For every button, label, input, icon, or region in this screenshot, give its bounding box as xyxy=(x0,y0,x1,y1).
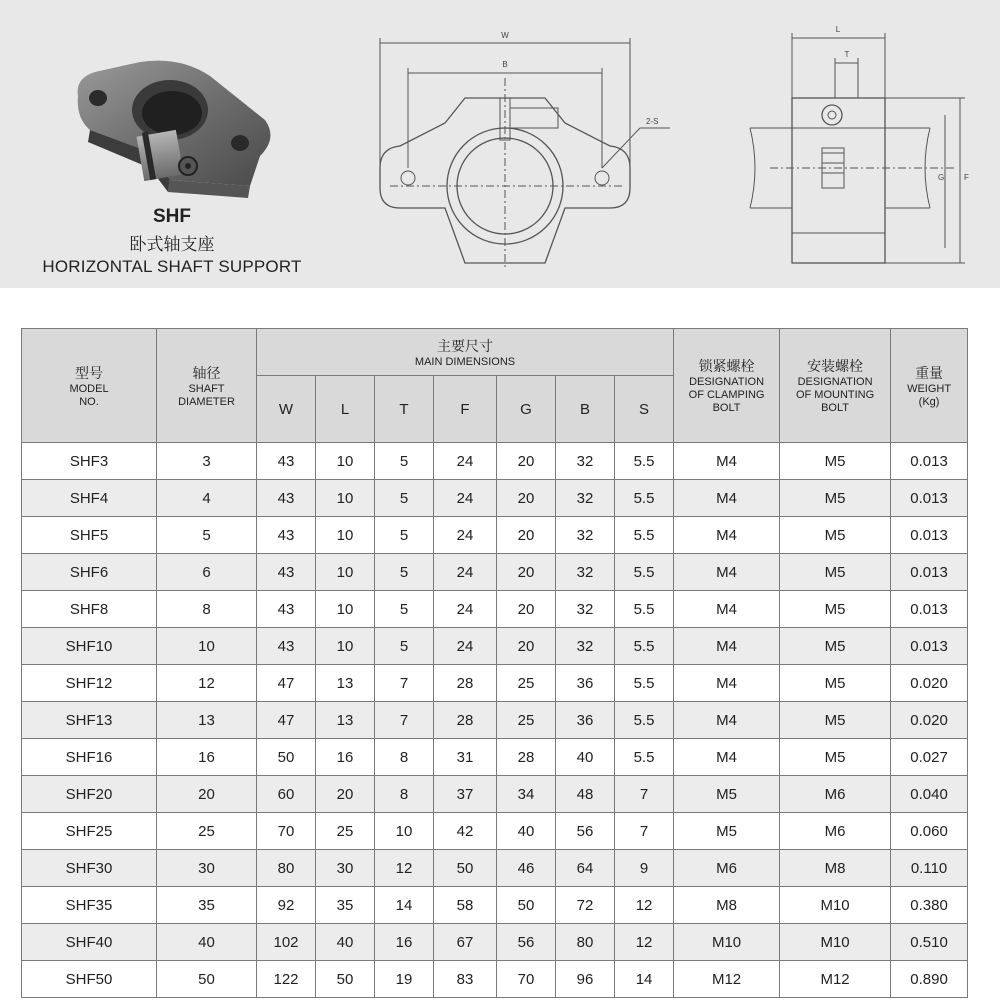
table-row xyxy=(22,517,968,554)
cell-f: 50 xyxy=(434,850,497,887)
cell-clamping-bolt: M4 xyxy=(674,443,780,480)
cell-shaft-diameter: 10 xyxy=(157,628,257,665)
cell-b: 32 xyxy=(556,591,615,628)
cell-weight: 0.013 xyxy=(891,554,968,591)
cell-model: SHF30 xyxy=(22,850,157,887)
cell-l: 10 xyxy=(316,591,375,628)
cell-shaft-diameter: 5 xyxy=(157,517,257,554)
header-shaft-diameter: 轴径 SHAFT DIAMETER xyxy=(157,329,257,443)
cell-b: 32 xyxy=(556,480,615,517)
cell-weight: 0.060 xyxy=(891,813,968,850)
cell-t: 12 xyxy=(375,850,434,887)
cell-l: 35 xyxy=(316,887,375,924)
cell-t: 5 xyxy=(375,480,434,517)
cell-t: 7 xyxy=(375,665,434,702)
cell-s: 12 xyxy=(615,887,674,924)
cell-s: 9 xyxy=(615,850,674,887)
cell-w: 50 xyxy=(257,739,316,776)
cell-f: 37 xyxy=(434,776,497,813)
dim-label-w: W xyxy=(501,31,509,40)
cell-shaft-diameter: 20 xyxy=(157,776,257,813)
table-row xyxy=(22,776,968,813)
cell-g: 20 xyxy=(497,517,556,554)
cell-weight: 0.110 xyxy=(891,850,968,887)
header-dim-l: L xyxy=(316,376,375,443)
cell-g: 20 xyxy=(497,443,556,480)
cell-f: 24 xyxy=(434,480,497,517)
cell-mounting-bolt: M6 xyxy=(780,813,891,850)
cell-model: SHF25 xyxy=(22,813,157,850)
cell-clamping-bolt: M4 xyxy=(674,739,780,776)
cell-b: 36 xyxy=(556,665,615,702)
cell-w: 47 xyxy=(257,665,316,702)
cell-w: 43 xyxy=(257,628,316,665)
product-title-block xyxy=(12,206,332,277)
cell-w: 102 xyxy=(257,924,316,961)
cell-shaft-diameter: 3 xyxy=(157,443,257,480)
cell-clamping-bolt: M4 xyxy=(674,665,780,702)
cell-w: 92 xyxy=(257,887,316,924)
cell-f: 58 xyxy=(434,887,497,924)
cell-model: SHF16 xyxy=(22,739,157,776)
cell-s: 5.5 xyxy=(615,739,674,776)
cell-t: 10 xyxy=(375,813,434,850)
cell-b: 48 xyxy=(556,776,615,813)
cell-weight: 0.013 xyxy=(891,517,968,554)
header-dim-b: B xyxy=(556,376,615,443)
side-view-drawing xyxy=(740,18,980,273)
cell-f: 24 xyxy=(434,517,497,554)
cell-f: 24 xyxy=(434,628,497,665)
cell-w: 43 xyxy=(257,554,316,591)
cell-model: SHF40 xyxy=(22,924,157,961)
cell-g: 40 xyxy=(497,813,556,850)
dim-label-b: B xyxy=(502,60,508,69)
cell-mounting-bolt: M6 xyxy=(780,776,891,813)
cell-clamping-bolt: M10 xyxy=(674,924,780,961)
cell-weight: 0.013 xyxy=(891,443,968,480)
cell-b: 72 xyxy=(556,887,615,924)
cell-t: 8 xyxy=(375,776,434,813)
table-row xyxy=(22,887,968,924)
cell-s: 5.5 xyxy=(615,591,674,628)
product-header-panel xyxy=(0,0,1000,288)
cell-mounting-bolt: M10 xyxy=(780,887,891,924)
cell-shaft-diameter: 25 xyxy=(157,813,257,850)
cell-w: 80 xyxy=(257,850,316,887)
cell-b: 36 xyxy=(556,702,615,739)
cell-f: 31 xyxy=(434,739,497,776)
cell-w: 43 xyxy=(257,517,316,554)
cell-weight: 0.890 xyxy=(891,961,968,998)
cell-g: 70 xyxy=(497,961,556,998)
header-mounting-bolt: 安装螺栓 DESIGNATION OF MOUNTING BOLT xyxy=(780,329,891,443)
cell-f: 28 xyxy=(434,702,497,739)
cell-weight: 0.020 xyxy=(891,665,968,702)
cell-l: 16 xyxy=(316,739,375,776)
cell-clamping-bolt: M4 xyxy=(674,628,780,665)
cell-shaft-diameter: 35 xyxy=(157,887,257,924)
cell-shaft-diameter: 8 xyxy=(157,591,257,628)
cell-b: 32 xyxy=(556,443,615,480)
header-dim-f: F xyxy=(434,376,497,443)
table-row xyxy=(22,628,968,665)
cell-mounting-bolt: M5 xyxy=(780,443,891,480)
cell-clamping-bolt: M4 xyxy=(674,702,780,739)
cell-s: 5.5 xyxy=(615,628,674,665)
table-row xyxy=(22,961,968,998)
cell-mounting-bolt: M5 xyxy=(780,739,891,776)
cell-f: 24 xyxy=(434,591,497,628)
cell-mounting-bolt: M5 xyxy=(780,591,891,628)
dim-label-g: G xyxy=(938,173,945,182)
cell-t: 7 xyxy=(375,702,434,739)
front-view-drawing xyxy=(360,18,680,273)
cell-weight: 0.013 xyxy=(891,480,968,517)
cell-mounting-bolt: M5 xyxy=(780,702,891,739)
cell-clamping-bolt: M5 xyxy=(674,813,780,850)
cell-clamping-bolt: M12 xyxy=(674,961,780,998)
cell-mounting-bolt: M5 xyxy=(780,554,891,591)
cell-f: 67 xyxy=(434,924,497,961)
table-row xyxy=(22,924,968,961)
cell-weight: 0.027 xyxy=(891,739,968,776)
cell-mounting-bolt: M5 xyxy=(780,628,891,665)
cell-model: SHF10 xyxy=(22,628,157,665)
cell-s: 5.5 xyxy=(615,480,674,517)
cell-shaft-diameter: 30 xyxy=(157,850,257,887)
header-dim-s: S xyxy=(615,376,674,443)
cell-l: 10 xyxy=(316,480,375,517)
cell-t: 8 xyxy=(375,739,434,776)
cell-weight: 0.040 xyxy=(891,776,968,813)
cell-g: 34 xyxy=(497,776,556,813)
header-dim-w: W xyxy=(257,376,316,443)
cell-t: 5 xyxy=(375,628,434,665)
cell-g: 25 xyxy=(497,665,556,702)
cell-b: 56 xyxy=(556,813,615,850)
cell-b: 96 xyxy=(556,961,615,998)
cell-l: 20 xyxy=(316,776,375,813)
dim-label-f: F xyxy=(964,173,969,182)
cell-w: 60 xyxy=(257,776,316,813)
cell-w: 122 xyxy=(257,961,316,998)
table-row xyxy=(22,850,968,887)
cell-l: 13 xyxy=(316,702,375,739)
cell-mounting-bolt: M5 xyxy=(780,517,891,554)
header-weight: 重量 WEIGHT (Kg) xyxy=(891,329,968,443)
dimensions-table xyxy=(21,328,968,998)
header-dim-t: T xyxy=(375,376,434,443)
cell-clamping-bolt: M4 xyxy=(674,591,780,628)
cell-model: SHF12 xyxy=(22,665,157,702)
table-row xyxy=(22,554,968,591)
cell-shaft-diameter: 4 xyxy=(157,480,257,517)
table-row xyxy=(22,702,968,739)
cell-l: 10 xyxy=(316,628,375,665)
cell-weight: 0.013 xyxy=(891,591,968,628)
cell-f: 42 xyxy=(434,813,497,850)
table-row xyxy=(22,739,968,776)
cell-w: 70 xyxy=(257,813,316,850)
cell-weight: 0.013 xyxy=(891,628,968,665)
cell-model: SHF35 xyxy=(22,887,157,924)
cell-shaft-diameter: 13 xyxy=(157,702,257,739)
cell-g: 20 xyxy=(497,628,556,665)
cell-mounting-bolt: M5 xyxy=(780,665,891,702)
cell-s: 5.5 xyxy=(615,665,674,702)
cell-s: 12 xyxy=(615,924,674,961)
shaft-support-product-image xyxy=(60,58,275,200)
cell-shaft-diameter: 40 xyxy=(157,924,257,961)
cell-b: 80 xyxy=(556,924,615,961)
cell-l: 25 xyxy=(316,813,375,850)
header-main-dimensions: 主要尺寸 MAIN DIMENSIONS xyxy=(257,329,674,376)
cell-g: 20 xyxy=(497,480,556,517)
cell-t: 5 xyxy=(375,517,434,554)
table-row xyxy=(22,813,968,850)
cell-model: SHF20 xyxy=(22,776,157,813)
cell-b: 40 xyxy=(556,739,615,776)
cell-s: 5.5 xyxy=(615,517,674,554)
cell-shaft-diameter: 50 xyxy=(157,961,257,998)
cell-g: 28 xyxy=(497,739,556,776)
cell-w: 43 xyxy=(257,443,316,480)
product-code: SHF xyxy=(153,206,191,227)
table-row xyxy=(22,665,968,702)
dim-label-l: L xyxy=(835,25,841,34)
cell-w: 47 xyxy=(257,702,316,739)
product-name-english: HORIZONTAL SHAFT SUPPORT xyxy=(42,257,302,276)
cell-model: SHF5 xyxy=(22,517,157,554)
cell-f: 28 xyxy=(434,665,497,702)
cell-model: SHF3 xyxy=(22,443,157,480)
cell-shaft-diameter: 12 xyxy=(157,665,257,702)
header-dim-g: G xyxy=(497,376,556,443)
cell-weight: 0.020 xyxy=(891,702,968,739)
header-clamping-bolt: 锁紧螺栓 DESIGNATION OF CLAMPING BOLT xyxy=(674,329,780,443)
header-model: 型号 MODEL NO. xyxy=(22,329,157,443)
cell-s: 5.5 xyxy=(615,554,674,591)
cell-mounting-bolt: M12 xyxy=(780,961,891,998)
cell-l: 10 xyxy=(316,554,375,591)
cell-t: 5 xyxy=(375,443,434,480)
cell-clamping-bolt: M4 xyxy=(674,480,780,517)
cell-clamping-bolt: M8 xyxy=(674,887,780,924)
cell-f: 24 xyxy=(434,554,497,591)
cell-clamping-bolt: M5 xyxy=(674,776,780,813)
cell-g: 46 xyxy=(497,850,556,887)
cell-model: SHF4 xyxy=(22,480,157,517)
cell-w: 43 xyxy=(257,480,316,517)
table-row xyxy=(22,443,968,480)
cell-model: SHF50 xyxy=(22,961,157,998)
table-row xyxy=(22,591,968,628)
dim-label-s: 2-S xyxy=(646,117,659,126)
cell-model: SHF13 xyxy=(22,702,157,739)
cell-l: 13 xyxy=(316,665,375,702)
cell-b: 32 xyxy=(556,517,615,554)
cell-weight: 0.510 xyxy=(891,924,968,961)
cell-l: 50 xyxy=(316,961,375,998)
cell-s: 7 xyxy=(615,813,674,850)
cell-model: SHF6 xyxy=(22,554,157,591)
cell-clamping-bolt: M4 xyxy=(674,554,780,591)
cell-b: 64 xyxy=(556,850,615,887)
cell-clamping-bolt: M6 xyxy=(674,850,780,887)
cell-clamping-bolt: M4 xyxy=(674,517,780,554)
cell-g: 56 xyxy=(497,924,556,961)
cell-mounting-bolt: M10 xyxy=(780,924,891,961)
cell-shaft-diameter: 6 xyxy=(157,554,257,591)
cell-f: 24 xyxy=(434,443,497,480)
cell-weight: 0.380 xyxy=(891,887,968,924)
cell-b: 32 xyxy=(556,628,615,665)
table-header-row xyxy=(22,329,968,376)
cell-shaft-diameter: 16 xyxy=(157,739,257,776)
cell-f: 83 xyxy=(434,961,497,998)
cell-l: 30 xyxy=(316,850,375,887)
cell-g: 20 xyxy=(497,591,556,628)
cell-model: SHF8 xyxy=(22,591,157,628)
cell-l: 10 xyxy=(316,443,375,480)
table-row xyxy=(22,480,968,517)
cell-w: 43 xyxy=(257,591,316,628)
cell-mounting-bolt: M5 xyxy=(780,480,891,517)
cell-g: 25 xyxy=(497,702,556,739)
cell-l: 10 xyxy=(316,517,375,554)
cell-t: 16 xyxy=(375,924,434,961)
cell-mounting-bolt: M8 xyxy=(780,850,891,887)
cell-b: 32 xyxy=(556,554,615,591)
cell-g: 20 xyxy=(497,554,556,591)
cell-s: 5.5 xyxy=(615,443,674,480)
cell-t: 5 xyxy=(375,554,434,591)
cell-g: 50 xyxy=(497,887,556,924)
cell-t: 19 xyxy=(375,961,434,998)
cell-s: 5.5 xyxy=(615,702,674,739)
cell-t: 5 xyxy=(375,591,434,628)
cell-t: 14 xyxy=(375,887,434,924)
product-name-chinese: 卧式轴支座 xyxy=(129,235,215,255)
dim-label-t: T xyxy=(844,50,850,59)
cell-s: 7 xyxy=(615,776,674,813)
cell-l: 40 xyxy=(316,924,375,961)
cell-s: 14 xyxy=(615,961,674,998)
